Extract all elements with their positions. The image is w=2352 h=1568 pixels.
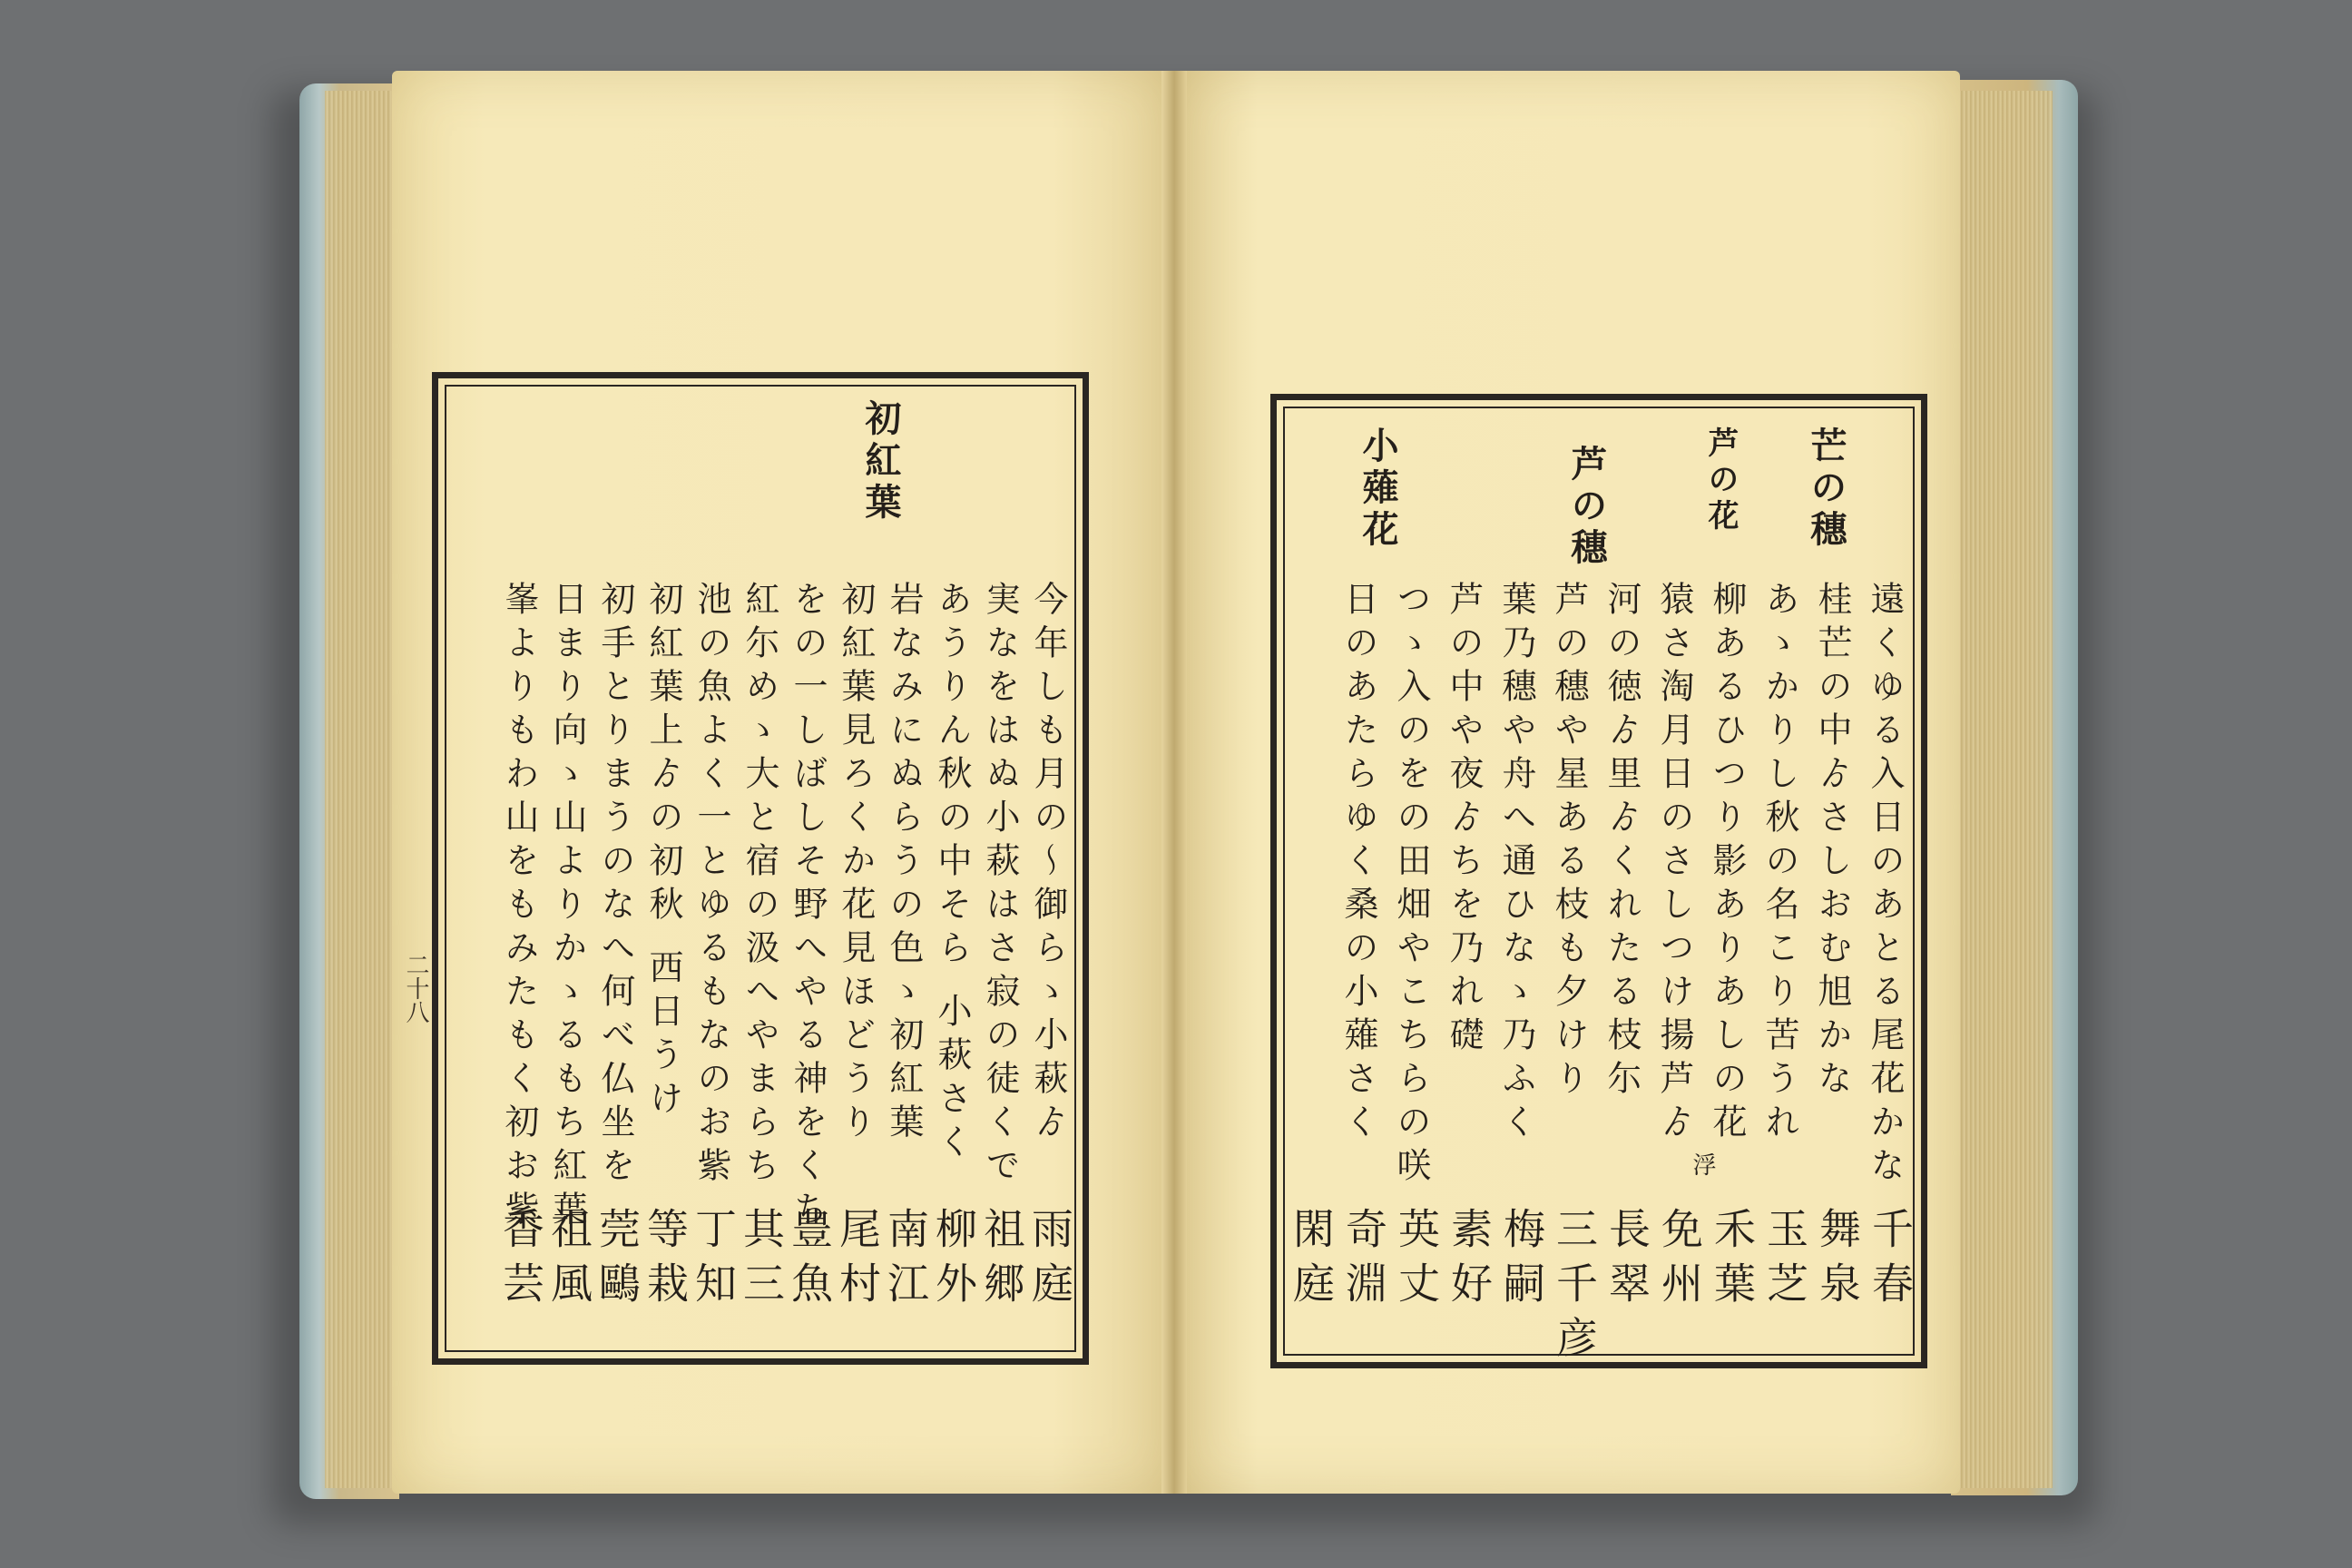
- poem-author: 等栽: [641, 1207, 690, 1316]
- poem-line: 葉乃穗や舟へ通ひなゝ乃ふく: [1496, 581, 1536, 1147]
- poem-author: 奇淵: [1339, 1207, 1388, 1316]
- poem-line: 初手とりまうのなへ何べ仏坐を: [595, 581, 635, 1191]
- left-page-edges: [325, 91, 396, 1488]
- poem-author: 玉芝: [1760, 1207, 1809, 1316]
- poem-line: 岩なみにぬらうの色ゝ初紅葉: [884, 581, 924, 1147]
- poem-author: 千春: [1866, 1207, 1915, 1316]
- right-title-2: 芦の花: [1702, 426, 1739, 535]
- folio-number: 二十八: [402, 953, 429, 1024]
- poem-author: 其三: [737, 1207, 786, 1316]
- poem-line: 遠くゆる入日のあとる尾花かな: [1865, 581, 1905, 1191]
- poem-author: 三千彦: [1550, 1207, 1599, 1370]
- right-title-3: 芦の穗: [1565, 445, 1608, 570]
- poem-line: あうりん秋の中そら 小萩さく: [932, 581, 972, 1168]
- poem-line: つゝ入のをの田畑やこちらの咲: [1391, 581, 1431, 1191]
- poem-author: 英丈: [1392, 1207, 1441, 1316]
- poem-author: 豊魚: [785, 1207, 834, 1316]
- poem-author: 尾村: [833, 1207, 882, 1316]
- right-small-note: 浮: [1689, 1152, 1716, 1181]
- poem-line: 桂芒の中ゟさしおむ旭かな: [1812, 581, 1852, 1103]
- poem-author: 舞泉: [1813, 1207, 1862, 1316]
- poem-line: 芦の中や夜ゟちを乃れ礎: [1444, 581, 1484, 1060]
- poem-line: 紅尓めゝ大と宿の汲へやまらち: [740, 581, 779, 1191]
- poem-line: あゝかりし秋の名こり苦うれ: [1759, 581, 1799, 1147]
- poem-author: 柳外: [929, 1207, 978, 1316]
- poem-line: 池の魚よく一とゆるもなのお紫: [691, 581, 731, 1191]
- right-title-1: 芒の穗: [1805, 426, 1847, 552]
- poem-line: 今年しも月の〜御らゝ小萩ゟ: [1028, 581, 1068, 1147]
- poem-line: 初紅葉上ゟの初秋 西日うけ: [643, 581, 683, 1124]
- left-section-title: 初紅葉: [859, 399, 902, 524]
- poem-author: 丁知: [689, 1207, 738, 1316]
- poem-line: 日のあたらゆく桑の小薙さく: [1338, 581, 1378, 1147]
- poem-line: 実なをはぬ小萩はさ寂の徒くで: [980, 581, 1020, 1191]
- poem-line: 初紅葉見ろくか花見ほどうり: [836, 581, 876, 1147]
- poem-author: 梅嗣: [1497, 1207, 1546, 1316]
- poem-author: 南江: [881, 1207, 930, 1316]
- poem-author: 雨庭: [1025, 1207, 1074, 1316]
- poem-author: 香芸: [496, 1207, 545, 1316]
- poem-line: 柳あるひつり影ありあしの花: [1707, 581, 1747, 1147]
- poem-author: 長翠: [1602, 1207, 1651, 1316]
- poem-line: 猿さ淘月日のさしつけ揚芦ゟ: [1654, 581, 1694, 1147]
- poem-line: 峯よりもわ山をもみたもく初お紫: [499, 581, 539, 1234]
- poem-line: 日まり向ゝ山よりかゝるもち紅葉: [547, 581, 587, 1234]
- poem-line: 芦の穗や星ある枝も夕けり: [1549, 581, 1589, 1103]
- poem-author: 素好: [1445, 1207, 1494, 1316]
- book-gutter: [1161, 71, 1187, 1494]
- poem-author: 祖風: [544, 1207, 593, 1316]
- poem-author: 禾葉: [1708, 1207, 1757, 1316]
- poem-author: 莞鷗: [593, 1207, 642, 1316]
- poem-line: をの一しばしそ野へやる神をくち: [788, 581, 828, 1234]
- poem-author: 免州: [1655, 1207, 1704, 1316]
- poem-author: 祖郷: [977, 1207, 1026, 1316]
- poem-line: 河の徳ゟ里ゟくれたる枝尓: [1602, 581, 1642, 1103]
- right-title-4: 小薙花: [1357, 426, 1399, 552]
- right-page-edges: [1953, 91, 2053, 1488]
- poem-author: 閑庭: [1287, 1207, 1336, 1316]
